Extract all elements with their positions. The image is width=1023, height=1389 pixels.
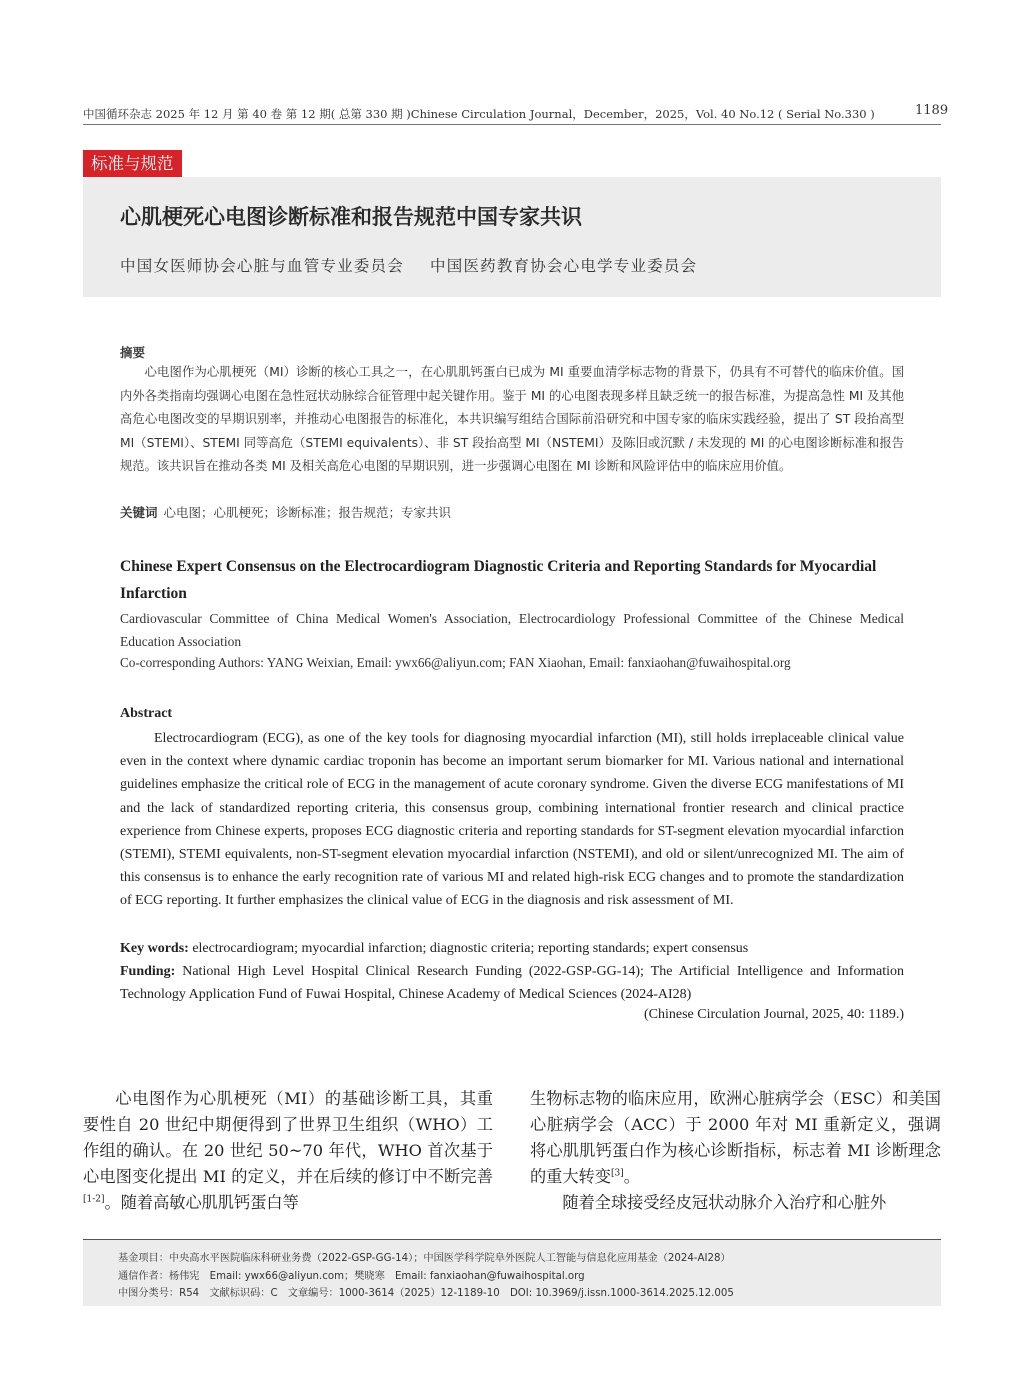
running-header: 中国循环杂志 2025 年 12 月 第 40 卷 第 12 期( 总第 330 期 )Chinese Circulation Journal，December，2025，Vol. 40 No.12 ( Serial No.330 ) — [83, 107, 875, 121]
page-number: 1189 — [915, 103, 949, 118]
article-title-cn: 心肌梗死心电图诊断标准和报告规范中国专家共识 — [120, 205, 582, 229]
title-block — [83, 177, 941, 297]
abstract-cn-heading: 摘要 — [120, 345, 146, 360]
keywords-en-list: electrocardiogram; myocardial infarction; diagnostic criteria; reporting standards; expert consensus — [192, 941, 749, 956]
abstract-en-heading: Abstract — [120, 706, 173, 721]
funding-en-text: National High Level Hospital Clinical Research Funding (2022-GSP-GG-14); The Artificial Intelligence and Information Technology Application Fund of Fuwai Hospital, Chinese Academy of Medical Sciences (2024-AI28) — [120, 964, 905, 1003]
article-title-en: Chinese Expert Consensus on the Electrocardiogram Diagnostic Criteria and Reporting Standards for Myocardial Infarction — [120, 558, 877, 602]
footnote-classification: 中图分类号：R54 文献标识码：C 文章编号：1000-3614（2025）12-1189-10 DOI: 10.3969/j.issn.1000-3614.2025.12.005 — [118, 1288, 734, 1299]
body-paragraph-tail: 。随着高敏心肌肌钙蛋白等 — [104, 1193, 299, 1212]
keywords-cn-list: 心电图；心肌梗死；诊断标准；报告规范；专家共识 — [163, 505, 452, 520]
corresponding-authors-en: Co-corresponding Authors: YANG Weixian, Email: ywx66@aliyun.com; FAN Xiaohan, Email: fanxiaohan@fuwaihospital.org — [120, 655, 791, 670]
abstract-cn-body: 心电图作为心肌梗死（MI）诊断的核心工具之一，在心肌肌钙蛋白已成为 MI 重要血清学标志物的背景下，仍具有不可替代的临床价值。国内外各类指南均强调心电图在急性冠状动脉综合征管理中起关键作用。鉴于 MI 的心电图表现多样且缺乏统一的报告标准，为提高急性 MI 及其他高危心电图改变的早期识别率，并推动心电图报告的标准化，本共识编写组结合国际前沿研究和中国专家的临床实践经验，提出了 ST 段抬高型 MI（STEMI）、STEMI 同等高危（STEMI equivalents）、非 ST 段抬高型 MI（NSTEMI）及陈旧或沉默 / 未发现的 MI 的心电图诊断标准和报告规范。该共识旨在推动各类 MI 及相关高危心电图的早期识别，进一步强调心电图在 MI 诊断和风险评估中的临床应用价值。 — [120, 365, 904, 474]
reference-citation: [1-2] — [83, 1194, 105, 1205]
body-column-left — [83, 1086, 493, 1216]
author-group: 中国女医师协会心脏与血管专业委员会 — [120, 257, 404, 275]
keywords-cn-label: 关键词 — [120, 505, 158, 520]
citation-en: (Chinese Circulation Journal, 2025, 40: 1189.) — [644, 1007, 904, 1022]
keywords-en-label: Key words: — [120, 941, 189, 956]
authors-cn — [120, 254, 717, 276]
abstract-en-body: Electrocardiogram (ECG), as one of the key tools for diagnosing myocardial infarction (MI), still holds irreplaceable clinical value even in the context where dynamic cardiac troponin has become an important serum biomarker for MI. Various national and international guidelines emphasize the critical role of ECG in the management of acute coronary syndrome. Given the diverse ECG manifestations of MI and the lack of standardized reporting criteria, this consensus group, combining international frontier research and clinical practice experience from Chinese experts, proposes ECG diagnostic criteria and reporting standards for ST-segment elevation myocardial infarction (STEMI), STEMI equivalents, non-ST-segment elevation myocardial infarction (NSTEMI), and old or silent/unrecognized MI. The aim of this consensus is to enhance the early recognition rate of various MI and related high-risk ECG changes and to promote the standardization of ECG reporting. It further emphasizes the clinical value of ECG in the diagnosis and risk assessment of MI. — [120, 731, 904, 909]
author-group: 中国医药教育协会心电学专业委员会 — [430, 257, 698, 275]
body-paragraph-tail: 。 — [623, 1167, 640, 1186]
affiliation-en: Cardiovascular Committee of China Medical Women's Association, Electrocardiology Professional Committee of the Chinese Medical Education Association — [120, 611, 904, 649]
reference-citation: [3] — [610, 1168, 624, 1179]
footnote-funding: 基金项目：中央高水平医院临床科研业务费（2022-GSP-GG-14）；中国医学科学院阜外医院人工智能与信息化应用基金（2024-AI28） — [118, 1253, 731, 1264]
body-paragraph: 生物标志物的临床应用，欧洲心脏病学会（ESC）和美国心脏病学会（ACC）于 2000 年对 MI 重新定义，强调将心肌肌钙蛋白作为核心诊断指标，标志着 MI 诊断理念的重大转变 — [530, 1089, 941, 1186]
footnote-corresponding: 通信作者：杨伟宪 Email: ywx66@aliyun.com；樊晓寒 Email: fanxiaohan@fuwaihospital.org — [118, 1271, 585, 1282]
body-paragraph: 随着全球接受经皮冠状动脉介入治疗和心脏外 — [562, 1193, 887, 1212]
keywords-en — [120, 937, 904, 960]
body-column-right — [530, 1086, 941, 1216]
category-tag: 标准与规范 — [83, 150, 182, 177]
body-paragraph: 心电图作为心肌梗死（MI）的基础诊断工具，其重要性自 20 世纪中期便得到了世界卫生组织（WHO）工作组的确认。在 20 世纪 50~70 年代，WHO 首次基于心电图变化提出 MI 的定义，并在后续的修订中不断完善 — [83, 1089, 493, 1186]
keywords-cn — [120, 503, 451, 521]
funding-en — [120, 960, 904, 1006]
header-divider — [83, 124, 941, 125]
funding-en-label: Funding: — [120, 964, 176, 979]
